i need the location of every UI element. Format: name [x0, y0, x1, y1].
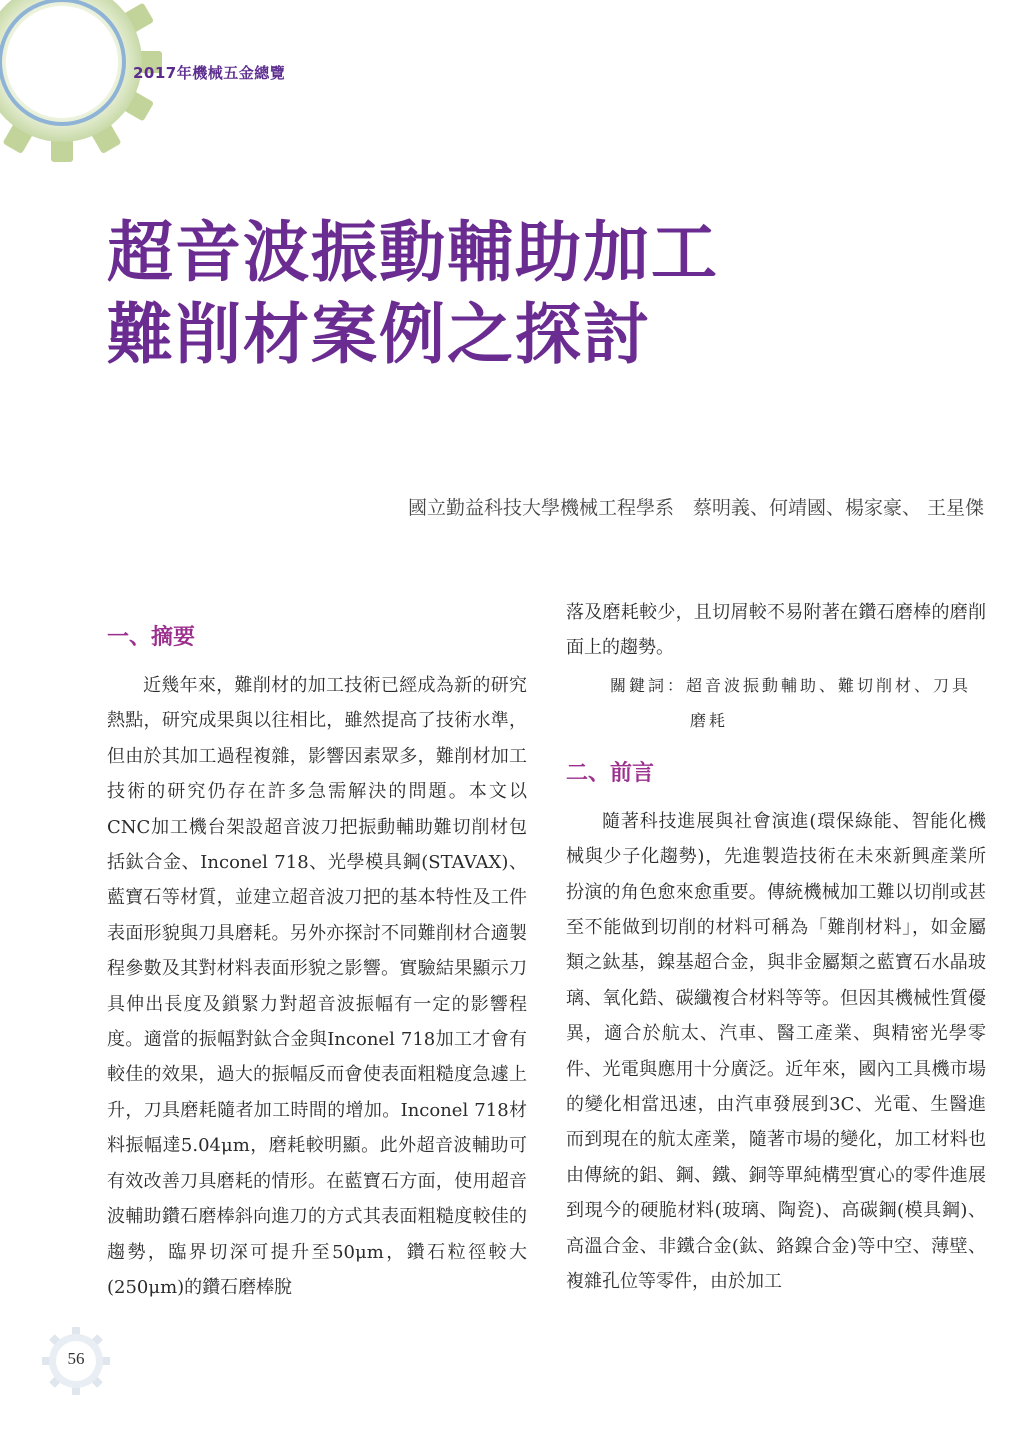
gear-decoration-icon — [0, 0, 200, 200]
right-column — [566, 595, 986, 1300]
journal-header: 2017年機械五金總覽 — [133, 64, 286, 82]
article-title — [107, 212, 719, 376]
left-column — [107, 620, 527, 1305]
authors: 國立勤益科技大學機械工程學系 蔡明義、何靖國、楊家豪、 王星傑 — [407, 497, 984, 519]
keywords — [566, 668, 986, 738]
keywords-line-1: 超音波振動輔助、難切削材、刀具 — [686, 675, 972, 695]
intro-body: 隨著科技進展與社會演進(環保綠能、智能化機械與少子化趨勢)，先進製造技術在未來新興產業所扮演的角色愈來愈重要。傳統機械加工難以切削或甚至不能做到切削的材料可稱為「難削材料」，如金屬類之鈦基，鎳基超合金，與非金屬類之藍寶石水晶玻璃、氧化鋯、碳纖複合材料等等。但因其機械性質優異，適合於航太、汽車、醫工產業、與精密光學零件、光電與應用十分廣泛。近年來，國內工具機市場的變化相當迅速，由汽車發展到3C、光電、生醫進而到現在的航太產業，隨著市場的變化，加工材料也由傳統的鋁、鋼、鐵、銅等單純構型實心的零件進展到現今的硬脆材料(玻璃、陶瓷)、高碳鋼(模具鋼)、高溫合金、非鐵合金(鈦、鉻鎳合金)等中空、薄壁、複雜孔位等零件，由於加工 — [566, 810, 986, 1293]
keywords-label: 關鍵詞： — [610, 675, 687, 695]
abstract-continuation: 落及磨耗較少，且切屑較不易附著在鑽石磨棒的磨削面上的趨勢。 — [566, 602, 986, 659]
title-line-1: 超音波振動輔助加工 — [107, 214, 719, 291]
keywords-line-2: 磨耗 — [690, 710, 729, 730]
abstract-heading: 一、摘要 — [107, 625, 196, 650]
abstract-body: 近幾年來，難削材的加工技術已經成為新的研究熱點，研究成果與以往相比，雖然提高了技術水準，但由於其加工過程複雜，影響因素眾多，難削材加工技術的研究仍存在許多急需解決的問題。本文以CNC加工機台架設超音波刀把振動輔助難切削材包括鈦合金、Inconel 718、光學模具鋼(STAVAX)、藍寶石等材質，並建立超音波刀把的基本特性及工件表面形貌與刀具磨耗。另外亦探討不同難削材合適製程參數及其對材料表面形貌之影響。實驗結果顯示刀具伸出長度及鎖緊力對超音波振幅有一定的影響程度。適當的振幅對鈦合金與Inconel 718加工才會有較佳的效果，過大的振幅反而會使表面粗糙度急遽上升，刀具磨耗隨者加工時間的增加。Inconel 718材料振幅達5.04μm，磨耗較明顯。此外超音波輔助可有效改善刀具磨耗的情形。在藍寶石方面，使用超音波輔助鑽石磨棒斜向進刀的方式其表面粗糙度較佳的趨勢，臨界切深可提升至50μm，鑽石粒徑較大(250μm)的鑽石磨棒脫 — [107, 675, 527, 1298]
title-line-2: 難削材案例之探討 — [107, 296, 651, 373]
page-number: 56 — [67, 1349, 85, 1368]
intro-heading: 二、前言 — [566, 760, 655, 786]
